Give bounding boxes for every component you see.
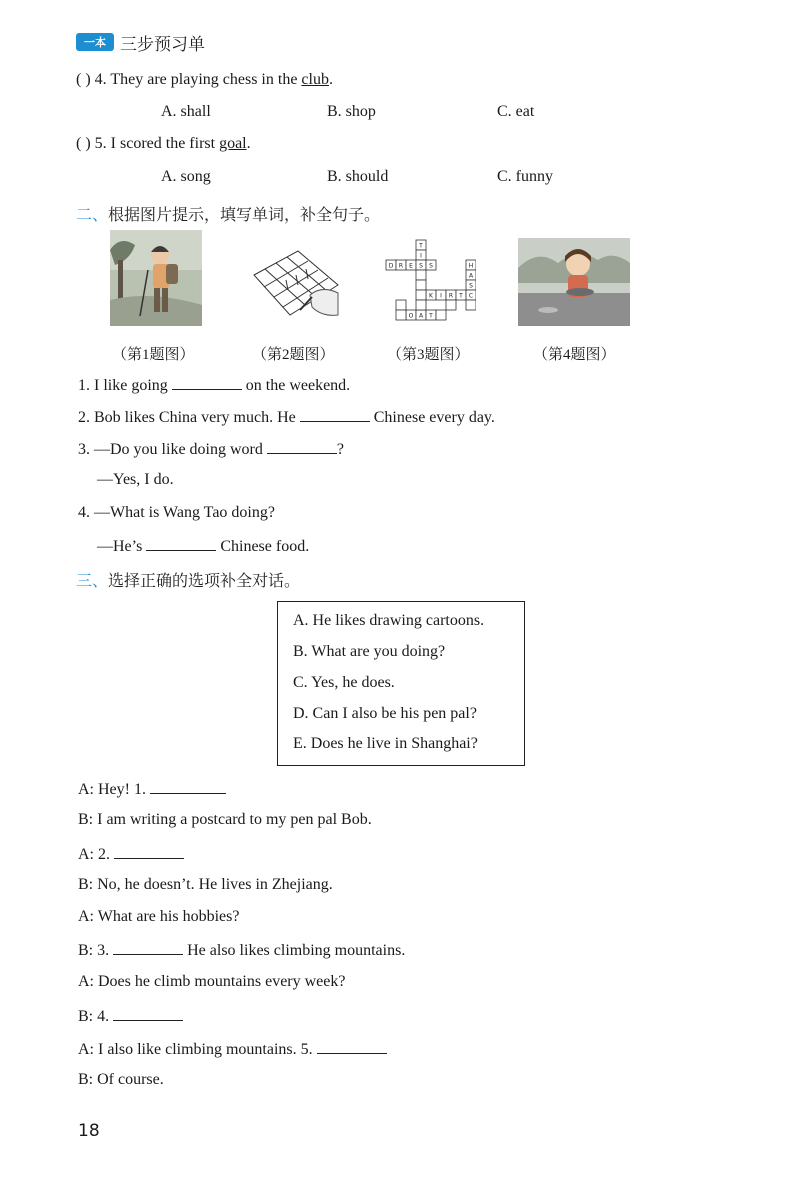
dialog-line-10: B: Of course. — [78, 1071, 164, 1088]
brand-badge: 一本 — [76, 33, 114, 51]
option-a: A. He likes drawing cartoons. — [293, 612, 485, 629]
section-title: 选择正确的选项补全对话。 — [108, 571, 301, 590]
crossword-letter: R — [398, 262, 404, 270]
question-number: 1. — [78, 377, 90, 394]
question-text: Chinese every day. — [369, 409, 495, 426]
dialog-line-6 — [78, 940, 405, 960]
answer-blank[interactable] — [317, 1039, 387, 1054]
crossword-blank-cell — [396, 300, 406, 310]
crossword-letter: D — [388, 262, 394, 270]
crossword-cell — [436, 310, 446, 320]
answer-blank[interactable] — [146, 536, 216, 551]
underlined-word: goal — [219, 135, 247, 152]
picture-writing — [250, 245, 342, 323]
fill-question-3-reply: —Yes, I do. — [97, 471, 174, 488]
crossword-letter: R — [448, 292, 454, 300]
picture-crossword — [384, 238, 476, 324]
crossword-letter: S — [469, 282, 473, 290]
answer-paren: ( ) — [76, 135, 91, 152]
dialog-line-1 — [78, 779, 226, 799]
answer-blank[interactable] — [113, 940, 183, 955]
question-number: 5. — [94, 135, 107, 152]
question-text: Chinese food. — [216, 538, 310, 555]
crossword-blank-cell — [416, 270, 426, 280]
caption-picture-3: （第3题图） — [387, 347, 470, 363]
crossword-letter: I — [440, 292, 442, 300]
crossword-blank-cell — [416, 290, 426, 300]
answer-blank[interactable] — [114, 844, 184, 859]
dialog-text: A: 2. — [78, 846, 114, 863]
option-b: B. What are you doing? — [293, 643, 446, 660]
dialog-text: A: I also like climbing mountains. 5. — [78, 1041, 317, 1058]
section-3-heading — [76, 568, 300, 591]
section-2-heading — [76, 202, 380, 225]
question-text: —He’s — [97, 538, 147, 555]
crossword-blank-cell — [466, 300, 476, 310]
question-number: 3. — [78, 441, 90, 458]
section-number: 二、 — [76, 205, 109, 224]
caption-picture-1: （第1题图） — [112, 347, 195, 363]
question-4 — [76, 71, 333, 89]
question-text: They are playing chess in the — [110, 71, 302, 88]
answer-blank[interactable] — [267, 439, 337, 454]
q4-option-b: B. shop — [327, 103, 376, 120]
q5-option-a: A. song — [161, 168, 211, 185]
crossword-blank-cell — [416, 280, 426, 290]
question-number: 4. — [94, 71, 107, 88]
question-text: —What is Wang Tao doing? — [94, 504, 275, 521]
question-text: ? — [336, 441, 344, 458]
picture-cooking — [518, 238, 630, 326]
dialog-line-7: A: Does he climb mountains every week? — [78, 973, 346, 990]
section-number: 三、 — [76, 571, 109, 590]
fill-question-2 — [78, 407, 495, 427]
answer-paren: ( ) — [76, 71, 91, 88]
dialog-line-3 — [78, 844, 184, 864]
page-number: 18 — [78, 1121, 100, 1141]
crossword-letter: T — [429, 312, 433, 320]
fill-question-1 — [78, 375, 350, 395]
question-text: —Do you like doing word — [94, 441, 267, 458]
q5-option-b: B. should — [327, 168, 389, 185]
crossword-letter: A — [468, 272, 474, 280]
question-number: 4. — [78, 504, 90, 521]
question-5 — [76, 135, 251, 153]
question-text: I like going — [94, 377, 172, 394]
dialog-text: He also likes climbing mountains. — [183, 942, 406, 959]
crossword-blank-cell — [446, 300, 456, 310]
section-title: 根据图片提示，填写单词，补全句子。 — [108, 205, 381, 224]
answer-blank[interactable] — [300, 407, 370, 422]
underlined-word: club — [301, 71, 329, 88]
fill-question-4 — [78, 504, 275, 522]
picture-hiking — [110, 230, 202, 326]
crossword-letter: K — [429, 292, 433, 300]
dialog-line-9 — [78, 1039, 387, 1059]
dialog-line-5: A: What are his hobbies? — [78, 908, 240, 925]
crossword-letter: S — [419, 262, 423, 270]
crossword-letter: E — [409, 262, 413, 270]
crossword-letter: A — [418, 312, 424, 320]
answer-blank[interactable] — [150, 779, 226, 794]
caption-picture-4: （第4题图） — [533, 347, 616, 363]
dialog-text: A: Hey! 1. — [78, 781, 150, 798]
answer-blank[interactable] — [172, 375, 242, 390]
q4-option-c: C. eat — [497, 103, 535, 120]
question-end: . — [328, 71, 333, 88]
fill-question-3 — [78, 439, 344, 459]
crossword-letter: I — [420, 252, 422, 260]
dialog-text: B: 4. — [78, 1008, 114, 1025]
dialog-text: B: 3. — [78, 942, 114, 959]
crossword-letter: S — [429, 262, 433, 270]
question-number: 2. — [78, 409, 90, 426]
dialog-line-4: B: No, he doesn’t. He lives in Zhejiang. — [78, 876, 333, 893]
q5-option-c: C. funny — [497, 168, 553, 185]
crossword-letter: O — [408, 312, 414, 320]
crossword-letter: T — [419, 242, 423, 250]
crossword-blank-cell — [416, 300, 426, 310]
q4-option-a: A. shall — [161, 103, 211, 120]
dialog-line-8 — [78, 1006, 183, 1026]
page-header-title: 三步预习单 — [120, 35, 205, 55]
option-e: E. Does he live in Shanghai? — [293, 735, 478, 752]
question-end: . — [246, 135, 251, 152]
answer-blank[interactable] — [113, 1006, 183, 1021]
question-text: on the weekend. — [241, 377, 351, 394]
crossword-letter: H — [468, 262, 474, 270]
crossword-blank-cell — [396, 310, 406, 320]
caption-picture-2: （第2题图） — [252, 347, 335, 363]
option-d: D. Can I also be his pen pal? — [293, 705, 477, 722]
question-text: I scored the first — [110, 135, 220, 152]
fill-question-4-reply — [97, 536, 309, 556]
crossword-letter: T — [459, 292, 463, 300]
crossword-letter: C — [468, 292, 474, 300]
option-c: C. Yes, he does. — [293, 674, 395, 691]
dialog-line-2: B: I am writing a postcard to my pen pal Bob. — [78, 811, 372, 828]
question-text: Bob likes China very much. He — [94, 409, 300, 426]
